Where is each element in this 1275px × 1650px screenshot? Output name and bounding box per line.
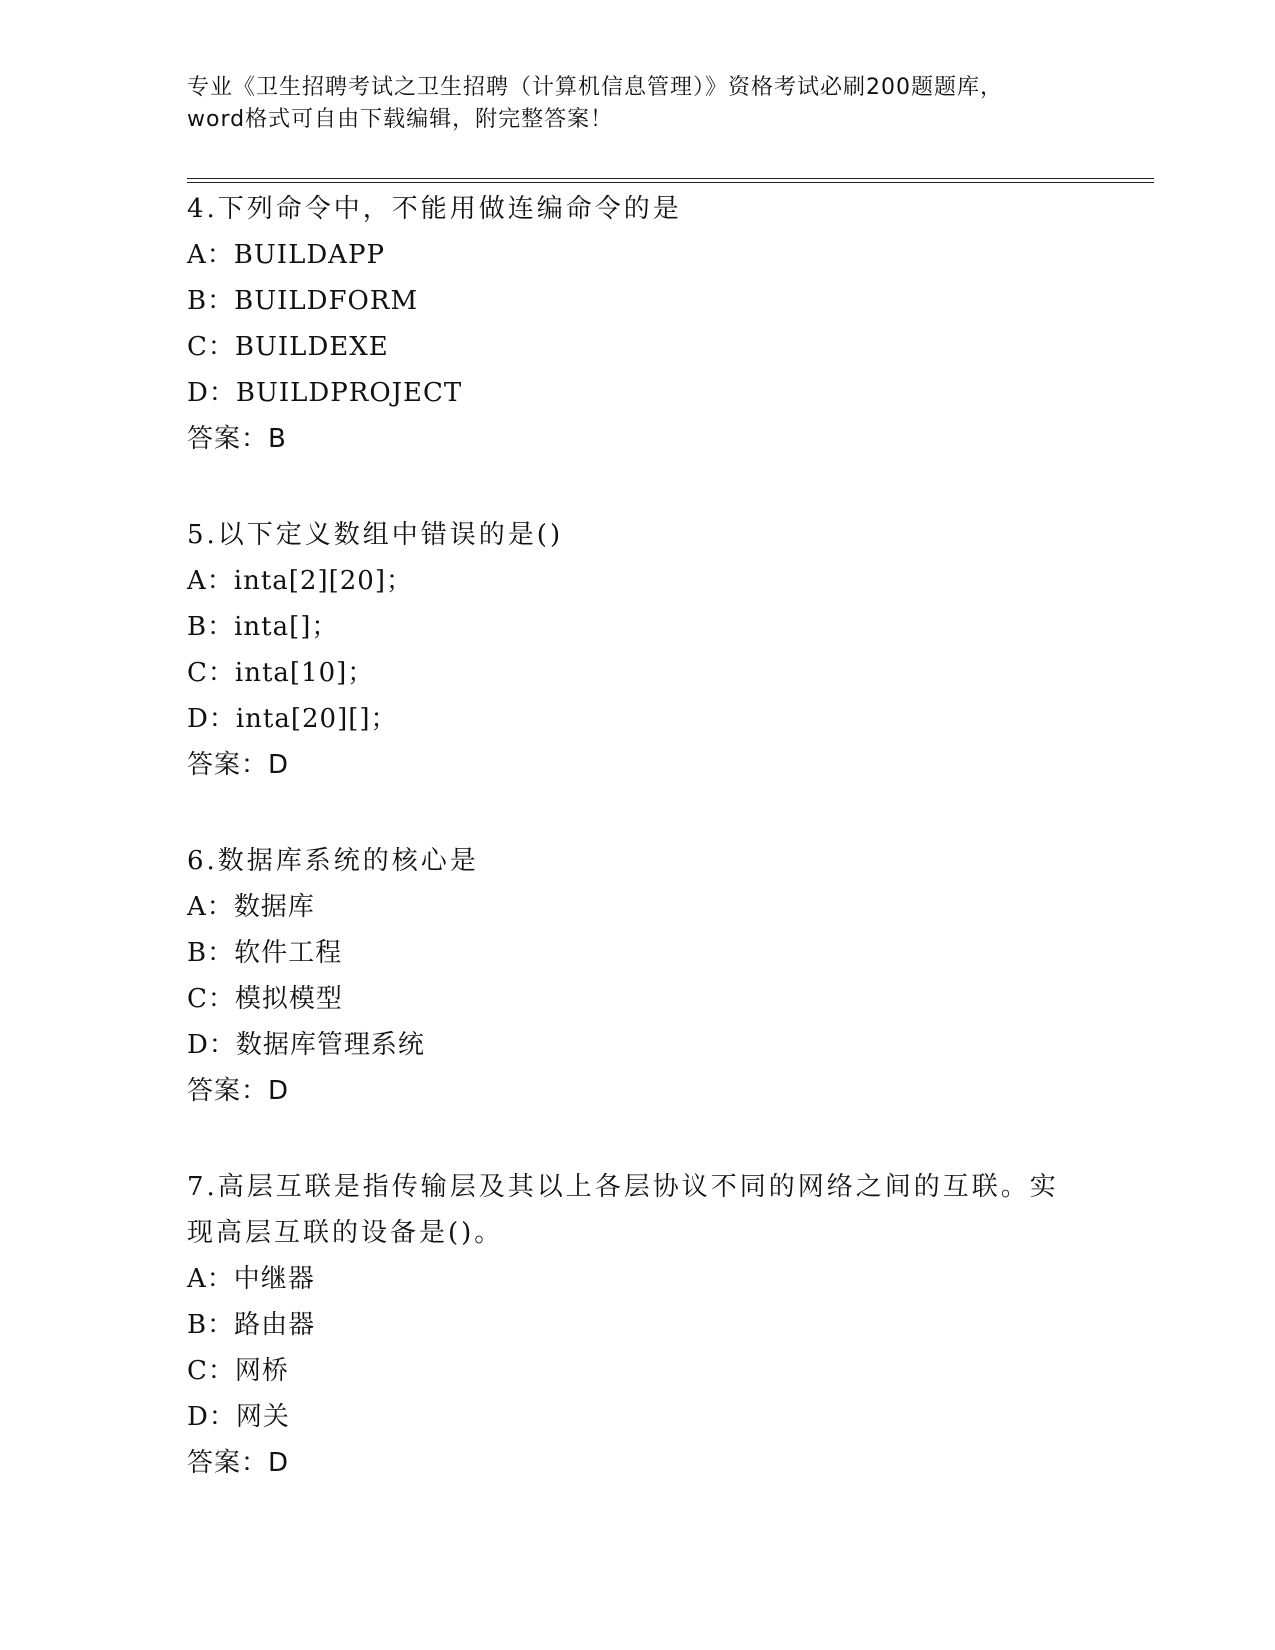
option-b: B：路由器 [187,1310,316,1340]
option-b: B：inta[]； [187,612,339,642]
option-d: D：BUILDPROJECT [187,378,463,408]
option-a: A：BUILDAPP [187,240,385,270]
header-line-2: word格式可自由下载编辑，附完整答案！ [187,107,614,132]
question-5 [187,512,1087,788]
header-divider-bottom [187,182,1154,183]
answer: 答案：D [187,1448,290,1478]
question-7 [187,1164,1087,1486]
option-c: C：inta[10]； [187,658,375,688]
answer: 答案：D [187,750,290,780]
option-d: D：数据库管理系统 [187,1030,425,1060]
option-a: A：数据库 [187,892,315,922]
question-stem: 6.数据库系统的核心是 [187,846,479,876]
option-b: B：BUILDFORM [187,286,419,316]
header-divider-top [187,178,1154,179]
question-6 [187,838,1087,1114]
option-c: C：网桥 [187,1356,289,1386]
answer: 答案：B [187,424,287,454]
option-d: D：inta[20][]； [187,704,398,734]
option-a: A：inta[2][20]； [187,566,413,596]
question-stem: 5.以下定义数组中错误的是() [187,520,564,550]
option-a: A：中继器 [187,1264,315,1294]
document-header [187,72,1087,136]
question-stem: 4.下列命令中，不能用做连编命令的是 [187,194,682,224]
answer: 答案：D [187,1076,290,1106]
option-b: B：软件工程 [187,938,343,968]
question-4 [187,186,1087,462]
header-line-1: 专业《卫生招聘考试之卫生招聘（计算机信息管理）》资格考试必刷200题题库， [187,75,1003,100]
option-c: C：模拟模型 [187,984,343,1014]
option-d: D：网关 [187,1402,290,1432]
question-stem: 7.高层互联是指传输层及其以上各层协议不同的网络之间的互联。实现高层互联的设备是()。 [187,1172,1059,1248]
question-list [187,186,1087,1536]
option-c: C：BUILDEXE [187,332,389,362]
